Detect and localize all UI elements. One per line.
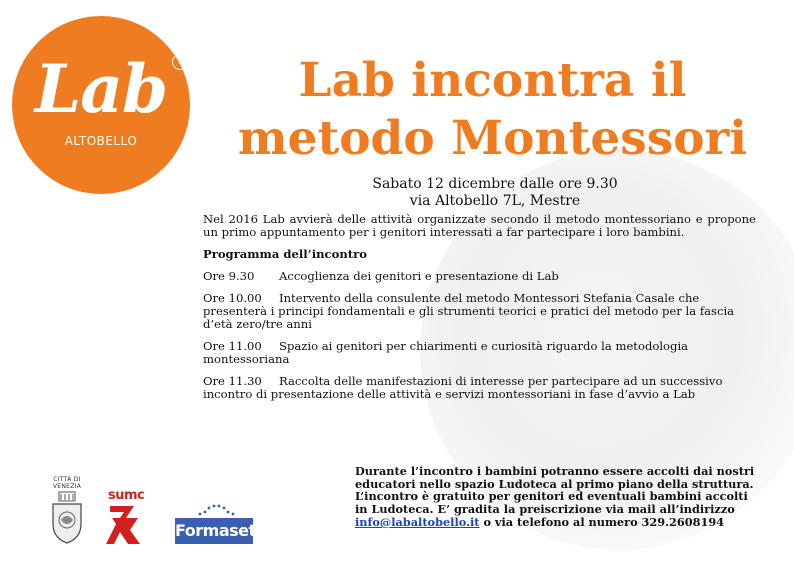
intro-paragraph: Nel 2016 Lab avvierà delle attività organizzate secondo il metodo montessoriano e propone un primo appuntamento per i genitori interessati a far partecipare i loro bambini. bbox=[203, 212, 756, 239]
program-item bbox=[203, 292, 756, 331]
program-time: Ore 9.30 bbox=[203, 269, 255, 283]
program-time: Ore 11.00 bbox=[203, 339, 262, 353]
program-title: Programma dell’incontro bbox=[203, 247, 367, 261]
event-address: via Altobello 7L, Mestre bbox=[409, 193, 581, 209]
sumc-label: sumc bbox=[108, 488, 145, 503]
program-text: Raccolta delle manifestazioni di interesse per partecipare ad un successivo incontro di presentazione delle attività e servizi montessoriani in fase d’avvio a Lab bbox=[203, 374, 723, 401]
formaset-label: Formaset bbox=[175, 518, 253, 544]
program-text: Accoglienza dei genitori e presentazione di Lab bbox=[279, 269, 559, 283]
logo-mark: 7 bbox=[172, 54, 188, 70]
lab-logo bbox=[12, 16, 190, 194]
logo-subtitle: ALTOBELLO bbox=[64, 134, 138, 148]
footer-phone-text: o via telefono al numero 329.2608194 bbox=[479, 514, 725, 529]
venezia-crest-icon bbox=[46, 490, 88, 544]
title-line-2: metodo Montessori bbox=[237, 111, 748, 166]
program-item bbox=[203, 340, 756, 366]
venezia-label: CITTÀ DI VENEZIA bbox=[52, 476, 82, 490]
footer-note bbox=[355, 465, 755, 529]
program-text: Spazio ai genitori per chiarimenti e curiosità riguardo la metodologia montessoriana bbox=[203, 339, 689, 366]
program-item bbox=[203, 270, 756, 283]
formaset-logo bbox=[175, 500, 256, 546]
program-time: Ore 11.30 bbox=[203, 374, 262, 388]
footer-text: Durante l’incontro i bambini potranno essere accolti dai nostri educatori nello spazio Ludoteca al primo piano della struttura. L’incontro è gratuito per genitori ed eventuali bambini accolti in Ludoteca. E’ gradita la preiscrizione via mail all’indirizzo bbox=[355, 464, 755, 517]
sumc-logo bbox=[104, 488, 152, 546]
eu-stars-icon bbox=[175, 500, 253, 518]
citta-di-venezia-logo bbox=[46, 476, 88, 548]
title-line-1: Lab incontra il bbox=[298, 53, 687, 108]
event-info bbox=[330, 176, 660, 210]
email-link[interactable]: info@labaltobello.it bbox=[355, 514, 480, 529]
program-text: Intervento della consulente del metodo Montessori Stefania Casale che presenterà i principi fondamentali e gli strumenti teorici e pratici del metodo per la fascia d’età zero/tre anni bbox=[203, 291, 735, 331]
program-item bbox=[203, 375, 756, 401]
event-date: Sabato 12 dicembre dalle ore 9.30 bbox=[372, 176, 618, 192]
page-title bbox=[200, 52, 785, 168]
main-body bbox=[203, 213, 756, 410]
program-time: Ore 10.00 bbox=[203, 291, 262, 305]
logo-text: Lab bbox=[34, 50, 168, 128]
running-figure-icon bbox=[104, 504, 152, 546]
